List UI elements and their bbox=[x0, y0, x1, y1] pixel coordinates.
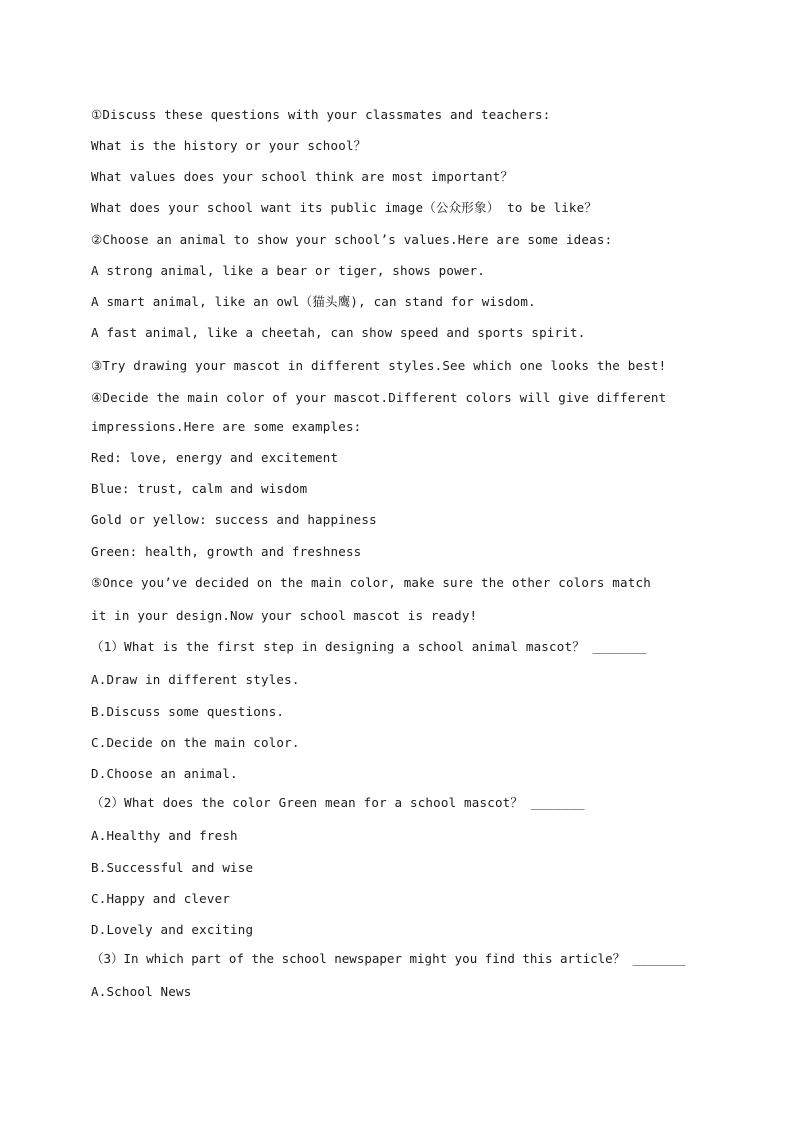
question-1-stem: （1）What is the first step in designing a school animal mascot？ _______ bbox=[91, 639, 647, 654]
question-history: What is the history or your school？ bbox=[91, 138, 367, 153]
question-1-option-d: D.Choose an animal. bbox=[91, 766, 238, 781]
step-1-text: ①Discuss these questions with your classmates and teachers: bbox=[91, 107, 551, 122]
step-2-text: ②Choose an animal to show your school’s values.Here are some ideas: bbox=[91, 232, 613, 247]
question-3-option-a: A.School News bbox=[91, 984, 192, 999]
question-1-option-c: C.Decide on the main color. bbox=[91, 735, 300, 750]
step-4-text: ④Decide the main color of your mascot.Different colors will give different bbox=[91, 390, 667, 405]
question-3-stem: （3）In which part of the school newspaper might you find this article？ _______ bbox=[91, 951, 686, 966]
question-2-option-b: B.Successful and wise bbox=[91, 860, 254, 875]
question-public-image: What does your school want its public image（公众形象） to be like？ bbox=[91, 200, 598, 215]
color-red: Red: love, energy and excitement bbox=[91, 450, 339, 465]
step-5-text: ⑤Once you’ve decided on the main color, make sure the other colors match bbox=[91, 575, 651, 590]
question-2-stem: （2）What does the color Green mean for a school mascot？ _______ bbox=[91, 795, 585, 810]
idea-smart-animal: A smart animal, like an owl（猫头鹰), can stand for wisdom. bbox=[91, 294, 536, 309]
step-4-text-cont: impressions.Here are some examples: bbox=[91, 419, 362, 434]
question-1-option-a: A.Draw in different styles. bbox=[91, 672, 300, 687]
question-2-option-a: A.Healthy and fresh bbox=[91, 828, 238, 843]
idea-fast-animal: A fast animal, like a cheetah, can show speed and sports spirit. bbox=[91, 325, 586, 340]
color-gold: Gold or yellow: success and happiness bbox=[91, 512, 377, 527]
step-3-text: ③Try drawing your mascot in different styles.See which one looks the best! bbox=[91, 358, 667, 373]
step-5-text-cont: it in your design.Now your school mascot is ready! bbox=[91, 608, 478, 623]
question-2-option-c: C.Happy and clever bbox=[91, 891, 231, 906]
color-green: Green: health, growth and freshness bbox=[91, 544, 362, 559]
question-2-option-d: D.Lovely and exciting bbox=[91, 922, 254, 937]
idea-strong-animal: A strong animal, like a bear or tiger, shows power. bbox=[91, 263, 486, 278]
question-values: What values does your school think are most important？ bbox=[91, 169, 514, 184]
question-1-option-b: B.Discuss some questions. bbox=[91, 704, 285, 719]
color-blue: Blue: trust, calm and wisdom bbox=[91, 481, 308, 496]
